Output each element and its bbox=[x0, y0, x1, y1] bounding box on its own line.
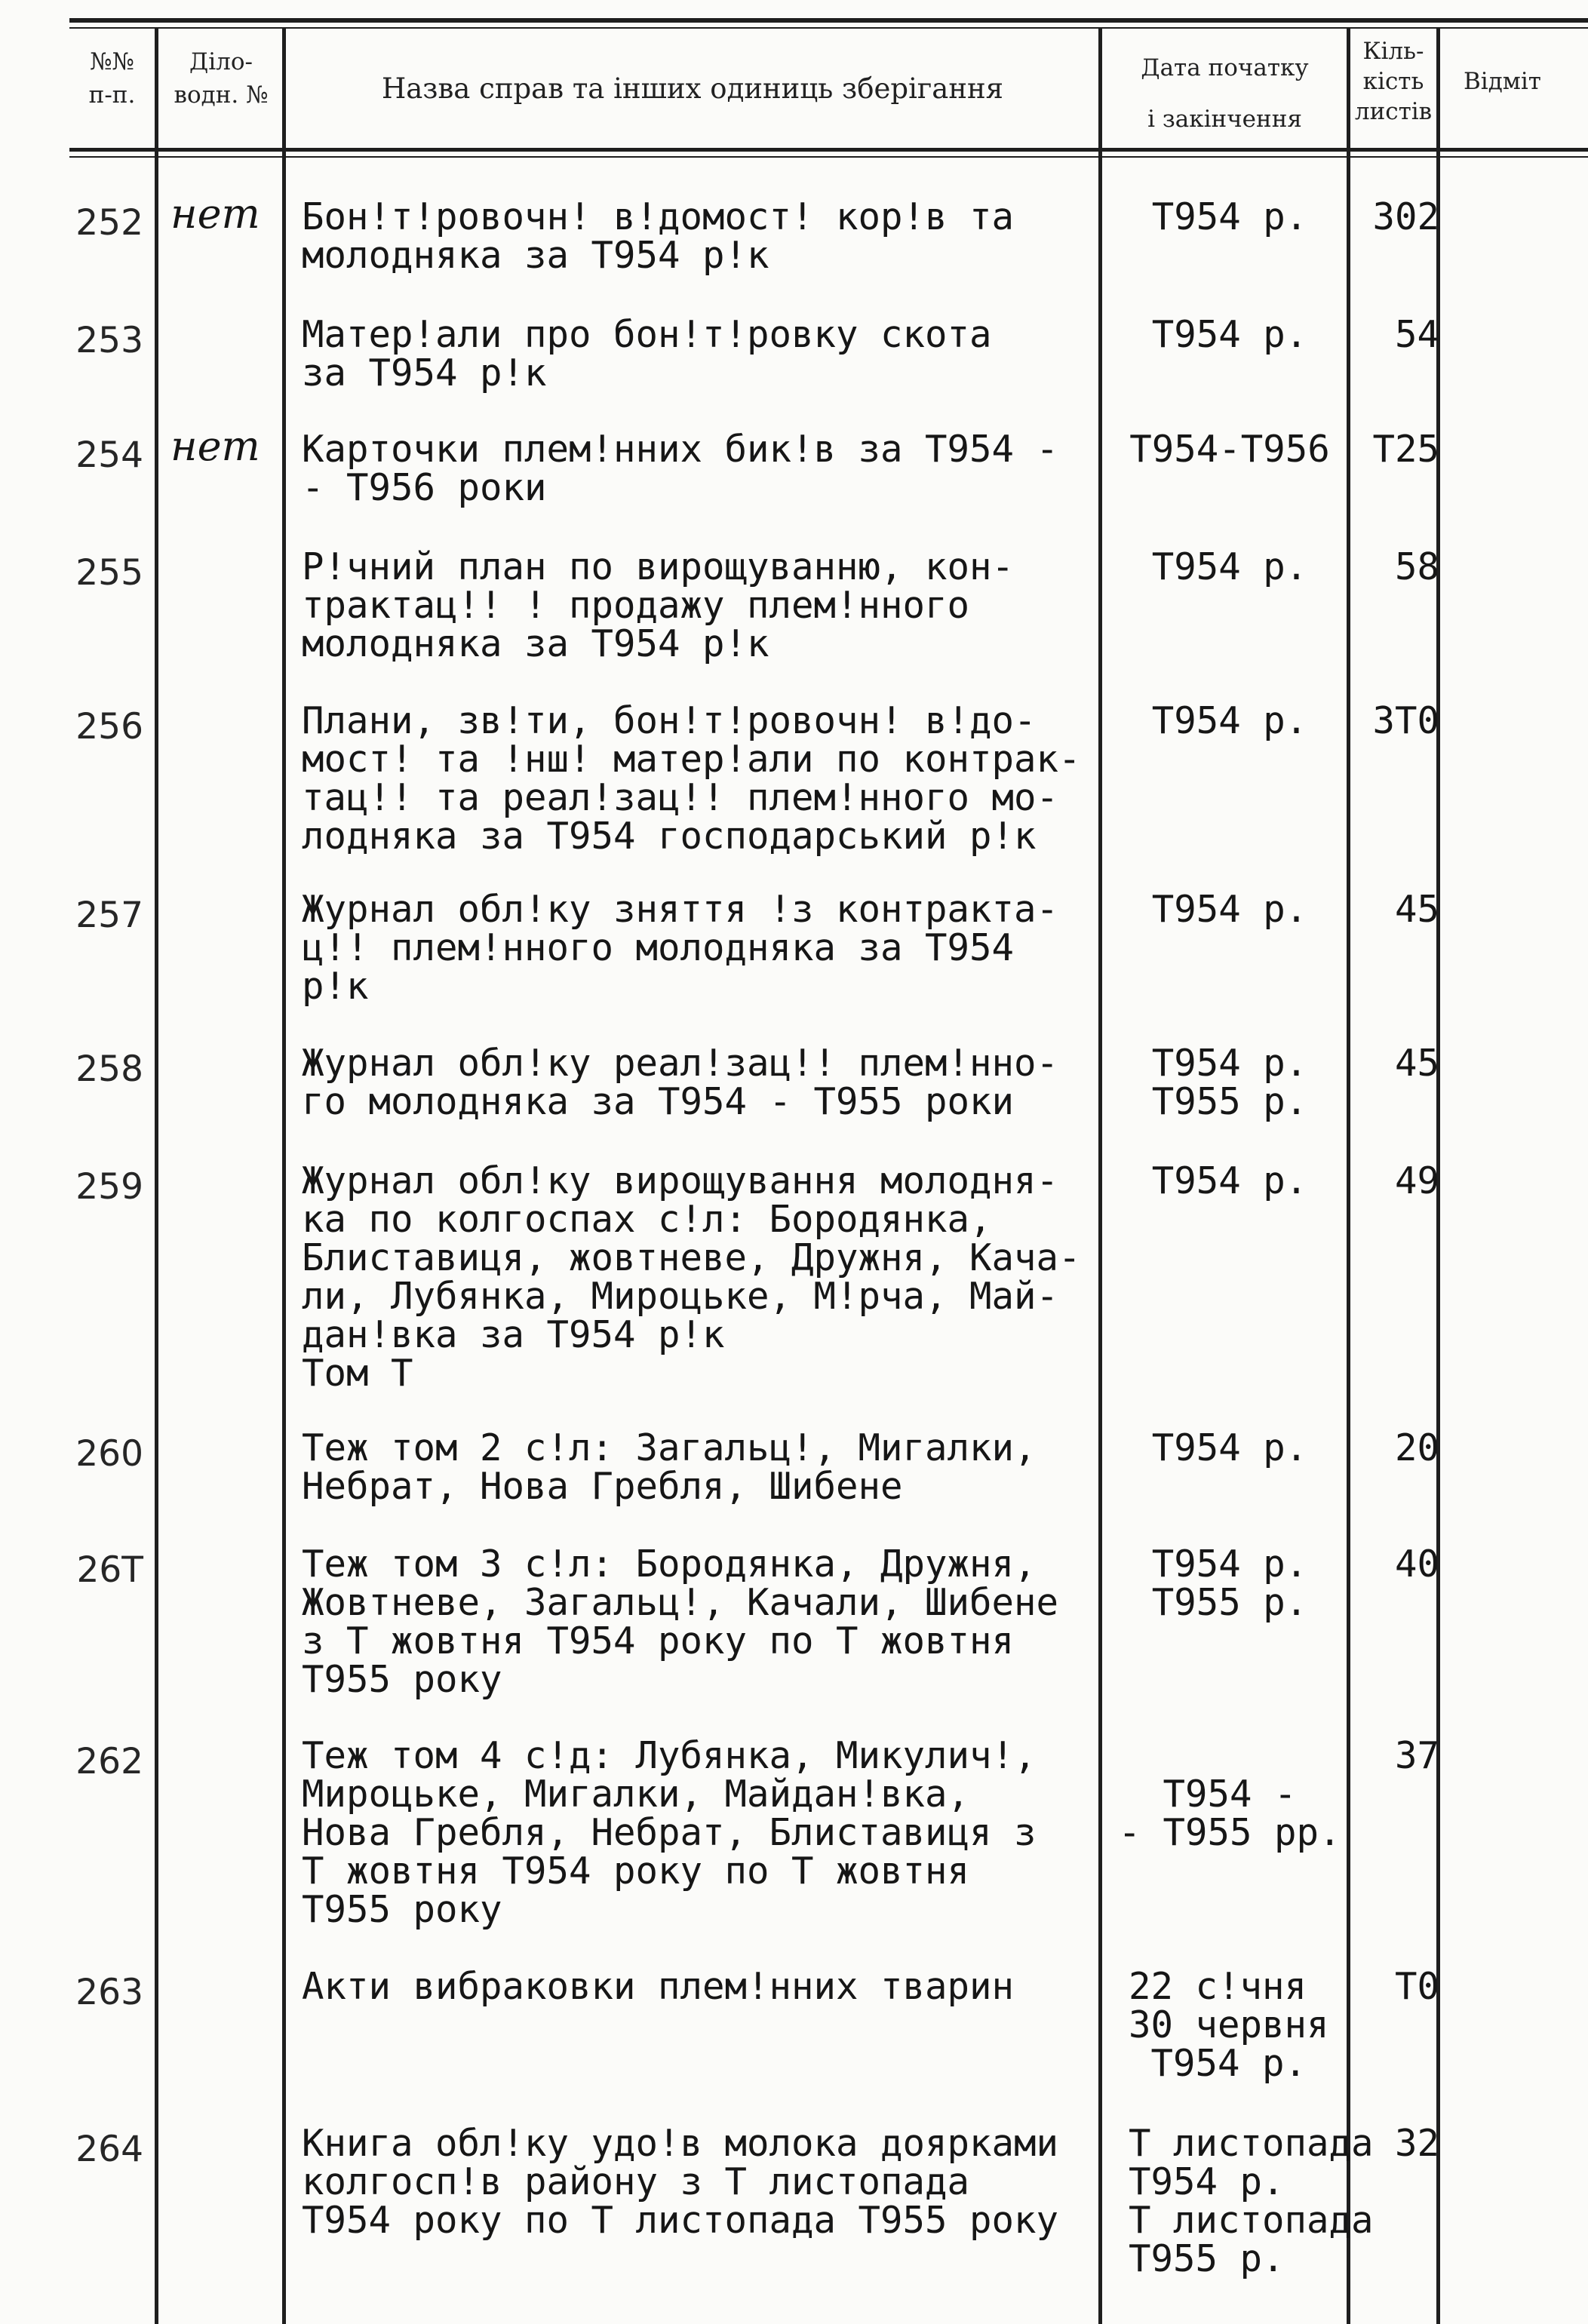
row-date: Т954 р. Т955 р. bbox=[1151, 1042, 1308, 1123]
row-title: Акти вибраковки плем!нних тварин bbox=[302, 1965, 1015, 2008]
desk-mark: нет bbox=[170, 422, 260, 470]
row-date: Т954 р. bbox=[1151, 1426, 1308, 1469]
header-desk: Діло- водн. № bbox=[174, 48, 269, 109]
row-count: 54 bbox=[1394, 313, 1439, 356]
row-count: 49 bbox=[1394, 1159, 1439, 1202]
row-count: 37 bbox=[1394, 1734, 1439, 1777]
desk-mark: нет bbox=[170, 190, 260, 238]
row-date: Т954 р. bbox=[1151, 1159, 1308, 1202]
row-number: 26Т bbox=[76, 1549, 143, 1591]
row-number: 254 bbox=[75, 434, 143, 476]
row-date: Т954 р. Т955 р. bbox=[1151, 1543, 1308, 1624]
row-number: 256 bbox=[75, 706, 143, 748]
header-count: Кіль- кість листів bbox=[1354, 38, 1433, 125]
row-number: 263 bbox=[75, 1972, 143, 2013]
row-count: 45 bbox=[1394, 1042, 1439, 1085]
row-title: Журнал обл!ку вирощування молодня- ка по колгоспах с!л: Бородянка, Блиставиця, жовтневе, Дружня, Кача- ли, Лубянка, Мироцьке, М!рча, Май- дан!вка за Т954 р!к Том Т bbox=[302, 1159, 1081, 1395]
header-title: Назва справ та інших одиниць зберігання bbox=[381, 72, 1004, 105]
row-title: Матер!али про бон!т!ровку скота за Т954 р!к bbox=[302, 313, 992, 394]
header-date: Дата початку і закінчення bbox=[1141, 54, 1309, 133]
col-divider-num bbox=[155, 27, 158, 2324]
row-title: Бон!т!ровочн! в!домост! кор!в та молодняка за Т954 р!к bbox=[302, 195, 1015, 277]
header-num: №№ п-п. bbox=[88, 48, 136, 109]
row-number: 252 bbox=[75, 202, 143, 244]
row-number: 260 bbox=[75, 1433, 143, 1475]
row-title: Плани, зв!ти, бон!т!ровочн! в!до- мост! та !нш! матер!али по контрак- тац!! та реал!зац!! плем!нного мо- лодняка за Т954 господарський р!к bbox=[302, 699, 1081, 858]
row-date: Т954-Т956 bbox=[1129, 428, 1330, 471]
row-count: 3Т0 bbox=[1372, 699, 1439, 742]
row-title: Журнал обл!ку зняття !з контракта- ц!! плем!нного молодняка за Т954 р!к bbox=[302, 888, 1059, 1008]
table-top-rule-thin bbox=[69, 27, 1588, 29]
header-notes: Відміт bbox=[1464, 68, 1541, 95]
row-title: Теж том 3 с!л: Бородянка, Дружня, Жовтневе, Загальц!, Качали, Шибене з Т жовтня Т954 року по Т жовтня Т955 року bbox=[302, 1543, 1059, 1701]
row-number: 253 bbox=[75, 320, 143, 361]
row-count: Т0 bbox=[1394, 1965, 1439, 2008]
row-number: 257 bbox=[75, 895, 143, 936]
row-title: Карточки плем!нних бик!в за Т954 - - Т956 роки bbox=[302, 428, 1059, 509]
row-date: Т954 р. bbox=[1151, 195, 1308, 238]
row-count: Т25 bbox=[1372, 428, 1439, 471]
table-top-rule bbox=[69, 18, 1588, 23]
row-date: 22 с!чня 30 червня Т954 р. bbox=[1129, 1965, 1329, 2085]
header-bottom-rule-thin bbox=[69, 156, 1588, 158]
row-date: Т954 р. bbox=[1151, 888, 1308, 931]
row-count: 32 bbox=[1394, 2122, 1439, 2165]
row-count: 40 bbox=[1394, 1543, 1439, 1586]
row-count: 302 bbox=[1372, 195, 1439, 238]
row-date: Т листопада Т954 р. Т листопада Т955 р. bbox=[1129, 2122, 1374, 2280]
row-count: 45 bbox=[1394, 888, 1439, 931]
row-date: Т954 - - Т955 рр. bbox=[1118, 1773, 1341, 1854]
row-title: Журнал обл!ку реал!зац!! плем!нно- го молодняка за Т954 - Т955 роки bbox=[302, 1042, 1059, 1123]
row-title: Теж том 2 с!л: Загальц!, Мигалки, Небрат, Нова Гребля, Шибене bbox=[302, 1426, 1037, 1508]
row-date: Т954 р. bbox=[1151, 313, 1308, 356]
row-date: Т954 р. bbox=[1151, 699, 1308, 742]
row-title: Р!чний план по вирощуванню, кон- трактац!! ! продажу плем!нного молодняка за Т954 р!к bbox=[302, 545, 1015, 665]
row-date: Т954 р. bbox=[1151, 545, 1308, 588]
row-number: 255 bbox=[75, 552, 143, 594]
row-count: 20 bbox=[1394, 1426, 1439, 1469]
row-number: 259 bbox=[75, 1166, 143, 1208]
header-bottom-rule bbox=[69, 148, 1588, 152]
col-divider-desk bbox=[282, 27, 286, 2324]
row-title: Теж том 4 с!д: Лубянка, Микулич!, Мироцьке, Мигалки, Майдан!вка, Нова Гребля, Небрат, Блиставиця з Т жовтня Т954 року по Т жовтня Т955 року bbox=[302, 1734, 1037, 1931]
row-number: 264 bbox=[75, 2129, 143, 2170]
row-number: 262 bbox=[75, 1741, 143, 1782]
row-number: 258 bbox=[75, 1048, 143, 1090]
row-count: 58 bbox=[1394, 545, 1439, 588]
row-title: Книга обл!ку удо!в молока доярками колгосп!в району з Т листопада Т954 року по Т листопада Т955 року bbox=[302, 2122, 1059, 2242]
